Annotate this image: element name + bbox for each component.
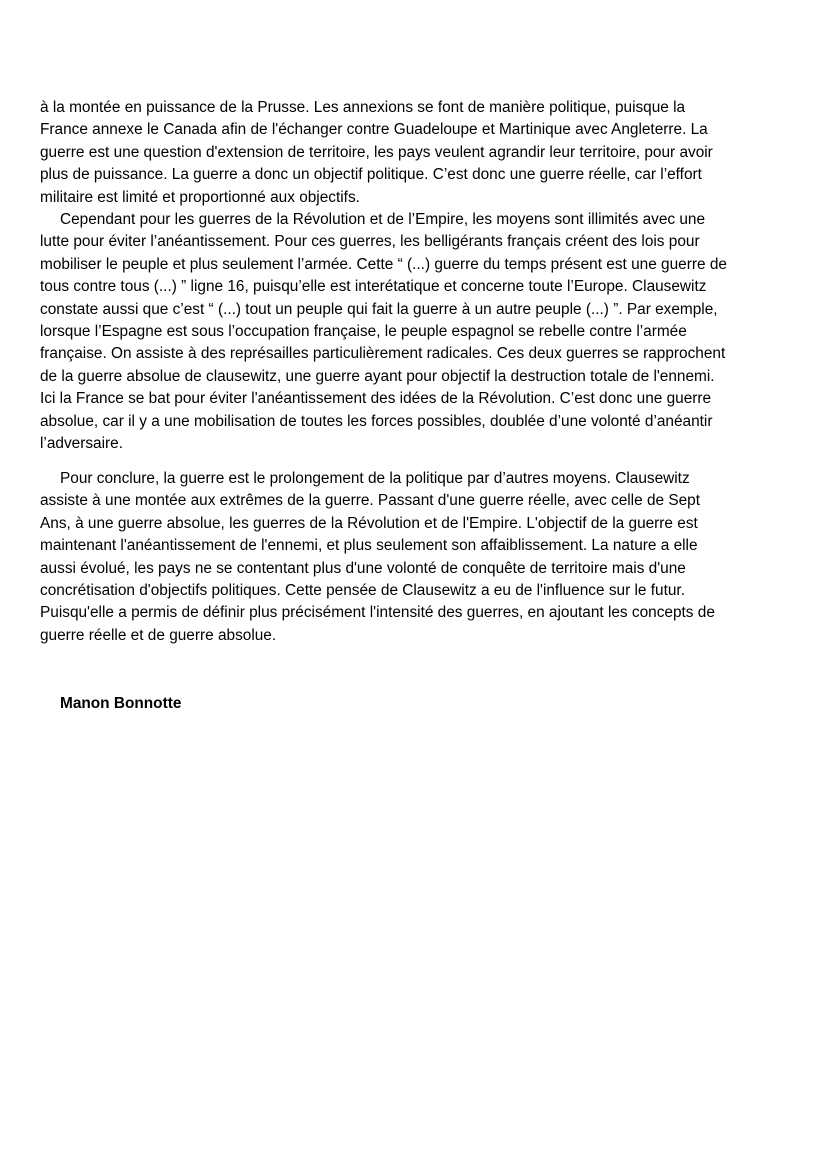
paragraph-prussia-annexions: [40, 97, 790, 209]
text-line: française. On assiste à des représailles particulièrement radicales. Ces deux guerres se rapprochent: [40, 345, 726, 363]
text-line: Pour conclure, la guerre est le prolongement de la politique par d’autres moyens. Clausewitz: [60, 470, 690, 487]
text-line: assiste à une montée aux extrêmes de la guerre. Passant d'une guerre réelle, avec celle de Sept: [40, 492, 700, 510]
text-line: Ici la France se bat pour éviter l'anéantissement des idées de la Révolution. C’est donc une guerre: [40, 390, 712, 408]
author-name: Manon Bonnotte: [60, 695, 182, 712]
text-line: aussi évolué, les pays ne se contentant plus d'une volonté de conquête de territoire mais d'une: [40, 559, 686, 577]
text-line: lorsque l’Espagne est sous l’occupation française, le peuple espagnol se rebelle contre l’armée: [40, 322, 687, 340]
text-line: l’adversaire.: [40, 434, 123, 452]
text-line: France annexe le Canada afin de l'échanger contre Guadeloupe et Martinique avec Angleterre. La: [40, 121, 708, 139]
text-line: constate aussi que c’est “ (...) tout un peuple qui fait la guerre à un autre peuple (...) ”. Par exemple,: [40, 300, 718, 318]
text-line: Puisqu'elle a permis de définir plus précisément l'intensité des guerres, en ajoutant les concepts de: [40, 604, 715, 622]
text-line: absolue, car il y a une mobilisation de toutes les forces possibles, doublée d’une volonté d’anéantir: [40, 412, 713, 430]
text-line: de la guerre absolue de clausewitz, une guerre ayant pour objectif la destruction totale de l'ennemi.: [40, 367, 715, 385]
paragraph-conclusion: [40, 468, 790, 647]
text-line: plus de puissance. La guerre a donc un objectif politique. C’est donc une guerre réelle, car l’effort: [40, 166, 702, 184]
text-line: Ans, à une guerre absolue, les guerres de la Révolution et de l'Empire. L'objectif de la guerre est: [40, 514, 698, 532]
text-line: concrétisation d'objectifs politiques. Cette pensée de Clausewitz a eu de l'influence sur le futur.: [40, 581, 685, 599]
text-line: militaire est limité et proportionné aux objectifs.: [40, 188, 360, 206]
text-line: Cependant pour les guerres de la Révolution et de l’Empire, les moyens sont illimités avec une: [60, 211, 706, 228]
text-line: lutte pour éviter l’anéantissement. Pour ces guerres, les belligérants français créent des lois pour: [40, 233, 700, 251]
paragraph-revolution-empire: [40, 209, 790, 455]
text-line: guerre est une question d'extension de territoire, les pays veulent agrandir leur territoire, pour avoir: [40, 143, 713, 161]
text-line: mobiliser le peuple et plus seulement l’armée. Cette “ (...) guerre du temps présent est une guerre de: [40, 255, 727, 273]
text-line: tous contre tous (...) ” ligne 16, puisqu’elle est interétatique et concerne toute l’Europe. Clausewitz: [40, 278, 707, 296]
text-line: maintenant l'anéantissement de l'ennemi, et plus seulement son affaiblissement. La nature a elle: [40, 537, 698, 555]
text-line: guerre réelle et de guerre absolue.: [40, 626, 277, 644]
text-line: à la montée en puissance de la Prusse. Les annexions se font de manière politique, puisque la: [40, 99, 686, 116]
